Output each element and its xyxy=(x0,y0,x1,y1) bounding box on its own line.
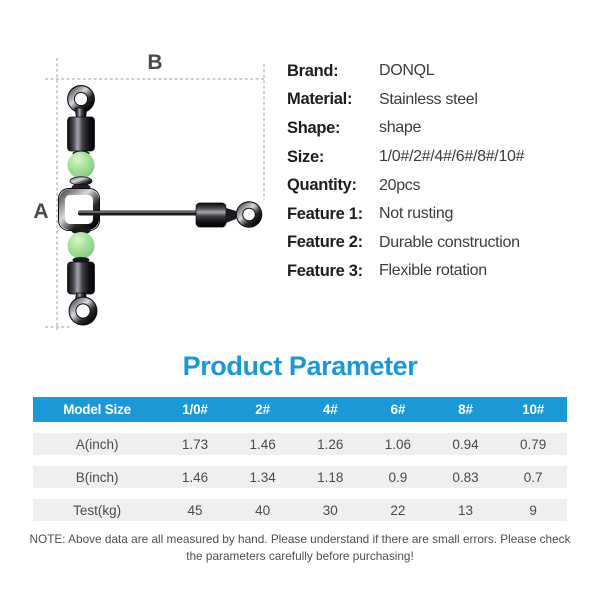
upper-barrel xyxy=(68,117,95,151)
spec-label: Feature 2: xyxy=(287,233,363,252)
swivel-diagram-svg xyxy=(5,5,275,340)
table-cell: 1.18 xyxy=(296,466,364,488)
table-cell: 0.7 xyxy=(499,466,567,488)
section-title: Product Parameter xyxy=(182,351,418,381)
lower-barrel xyxy=(68,262,95,294)
spec-value: Not rusting xyxy=(379,205,454,223)
table-cell: 45 xyxy=(161,499,229,521)
row-label: A(inch) xyxy=(33,433,161,455)
lower-bead xyxy=(68,232,95,259)
spec-row-shape xyxy=(287,114,593,143)
table-cell: 0.79 xyxy=(499,433,567,455)
swivel-hardware xyxy=(59,86,262,325)
table-header-cell: 2# xyxy=(229,397,297,422)
spec-row-material xyxy=(287,86,593,115)
spec-value: 1/0#/2#/4#/6#/8#/10# xyxy=(379,148,525,166)
table-header-cell: 4# xyxy=(296,397,364,422)
table-cell: 1.34 xyxy=(229,466,297,488)
spec-value: Flexible rotation xyxy=(379,262,487,280)
spec-value: 20pcs xyxy=(379,176,421,194)
spec-label: Brand: xyxy=(287,61,339,80)
spec-label: Shape: xyxy=(287,118,341,137)
table-row-b-inch xyxy=(33,466,567,488)
product-diagram xyxy=(5,5,275,340)
table-row-a-inch xyxy=(33,433,567,455)
table-cell: 1.46 xyxy=(229,433,297,455)
table-cell: 13 xyxy=(432,499,500,521)
note-line-1: NOTE: Above data are all measured by hand. Please understand if there are small errors. Please check xyxy=(29,532,571,546)
note-line-2: the parameters carefully before purchasing! xyxy=(186,548,414,563)
row-label: B(inch) xyxy=(33,466,161,488)
spec-value: DONQL xyxy=(379,62,435,80)
spec-row-size xyxy=(287,143,593,172)
spec-row-feature1 xyxy=(287,200,593,229)
table-cell: 0.9 xyxy=(364,466,432,488)
spec-label: Quantity: xyxy=(287,176,357,195)
upper-bead xyxy=(68,152,95,179)
center-frame xyxy=(62,192,96,227)
spec-row-brand xyxy=(287,57,593,86)
table-cell: 1.26 xyxy=(296,433,364,455)
table-header-cell: 8# xyxy=(432,397,500,422)
table-header-row xyxy=(33,397,567,422)
spec-value: Stainless steel xyxy=(379,90,478,108)
spec-row-quantity xyxy=(287,171,593,200)
spec-row-feature3 xyxy=(287,257,593,286)
table-cell: 1.73 xyxy=(161,433,229,455)
table-cell: 1.46 xyxy=(161,466,229,488)
table-cell: 1.06 xyxy=(364,433,432,455)
spec-value: Durable construction xyxy=(379,233,520,251)
table-cell: 22 xyxy=(364,499,432,521)
spec-row-feature2 xyxy=(287,229,593,258)
table-cell: 30 xyxy=(296,499,364,521)
dim-label-b: B xyxy=(147,51,163,74)
table-header-cell: 1/0# xyxy=(161,397,229,422)
disclaimer-note xyxy=(15,531,585,564)
row-label: Test(kg) xyxy=(33,499,161,521)
table-row-test-kg xyxy=(33,499,567,521)
spec-label: Size: xyxy=(287,147,325,166)
table-cell: 9 xyxy=(499,499,567,521)
spec-list xyxy=(287,57,593,286)
table-cell: 40 xyxy=(229,499,297,521)
dim-label-a: A xyxy=(33,200,49,223)
spec-label: Feature 1: xyxy=(287,204,363,223)
spec-label: Material: xyxy=(287,90,353,109)
parameter-table xyxy=(33,386,567,532)
table-header-cell: Model Size xyxy=(33,397,161,422)
spec-value: shape xyxy=(379,119,422,137)
table-cell: 0.94 xyxy=(432,433,500,455)
table-cell: 0.83 xyxy=(432,466,500,488)
arm-barrel xyxy=(196,203,226,227)
cross-wire xyxy=(78,211,198,216)
spec-label: Feature 3: xyxy=(287,261,363,280)
table-header-cell: 6# xyxy=(364,397,432,422)
table-header-cell: 10# xyxy=(499,397,567,422)
